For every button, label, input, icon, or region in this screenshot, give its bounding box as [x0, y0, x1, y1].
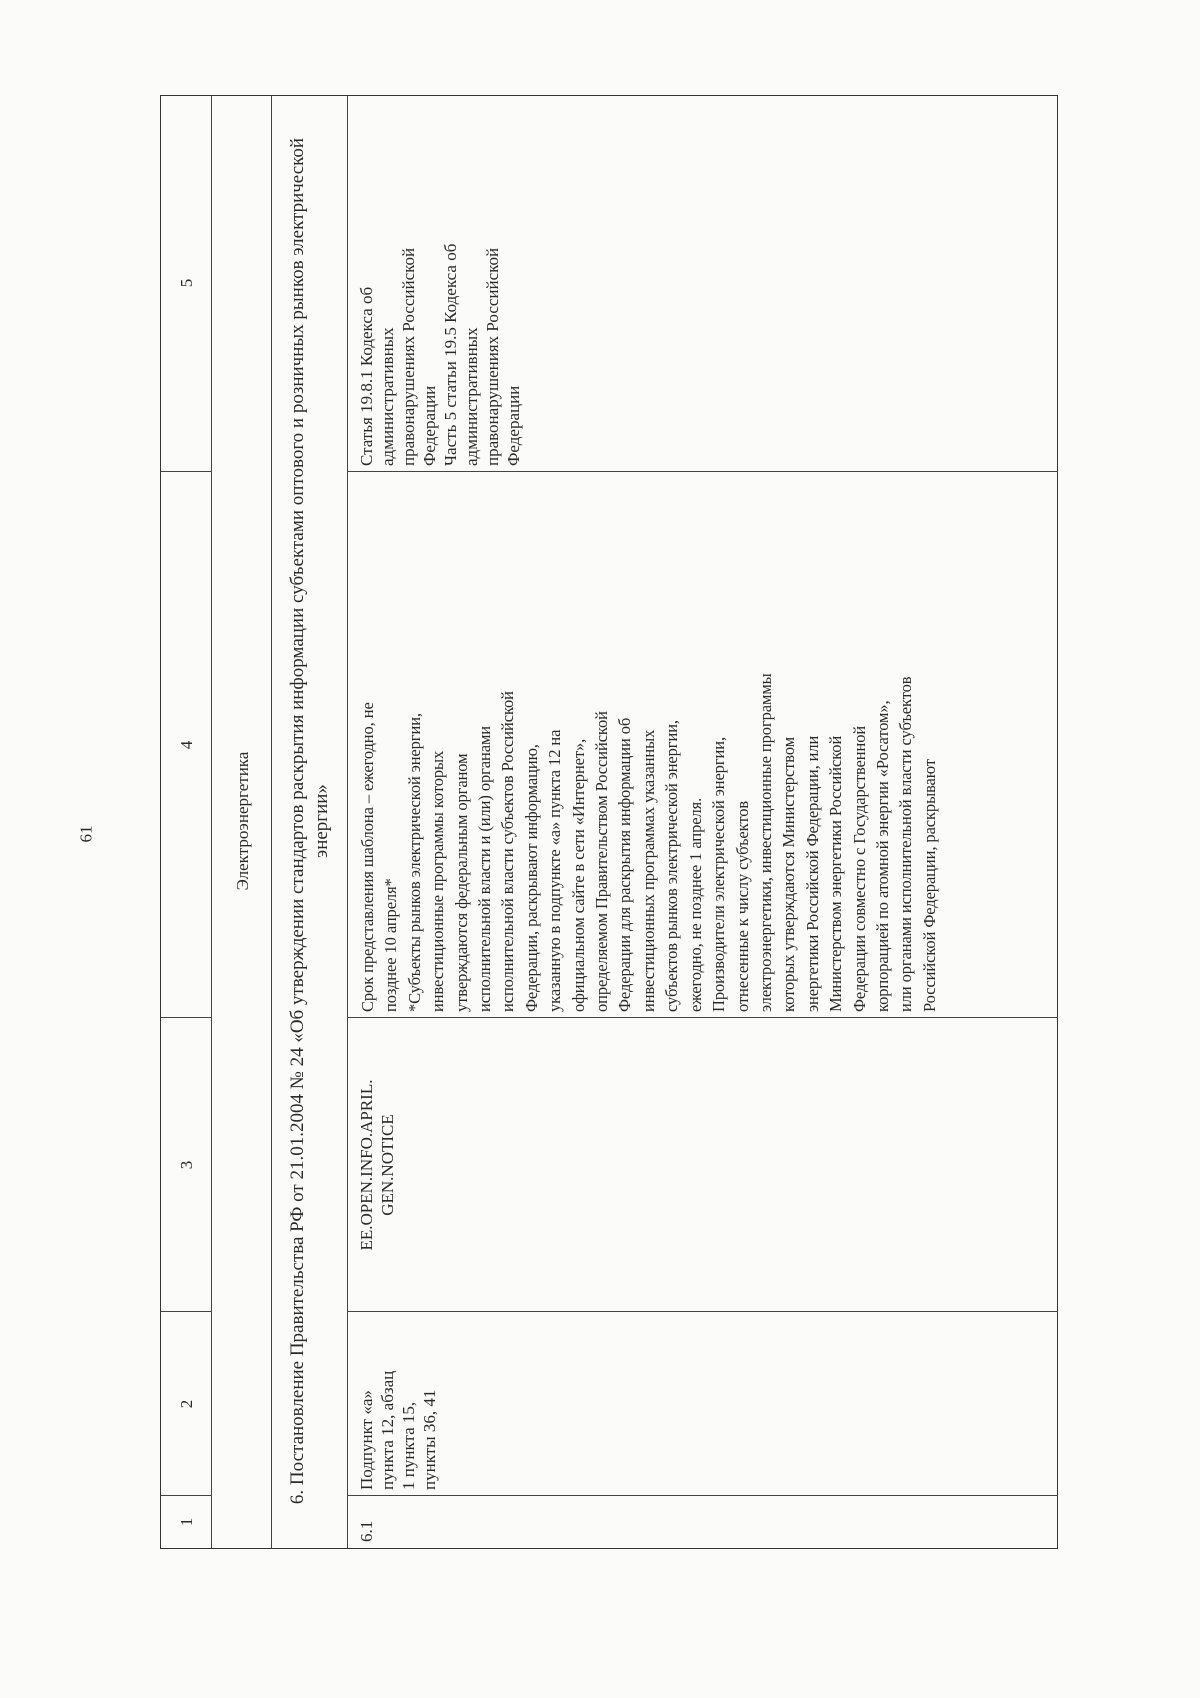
col-divider — [347, 1311, 1058, 1312]
page-number: 61 — [76, 825, 96, 843]
row-description: Срок представления шаблона – ежегодно, не позднее 10 апреля* *Субъекты рынков электрической энергии, инвестиционные программы которых утверждаются федеральным органом исполнительной власти и (или) органами исполнительной власти субъектов Российской Федерации, раскрывают информацию, указанную в подпункте «а» пункта 12 на официальном сайте в сети «Интернет», определяемом Правительством Российской Федерации для раскрытия информации об инвестиционных программах указанных субъектов рынков электрической энергии, ежегодно, не позднее 1 апреля. Производители электрической энергии, отнесенные к числу субъектов электроэнергетики, инвестиционные программы которых утверждаются Министерством энергетики Российской Федерации, или Министерством энергетики Российской Федерации совместно с Государственной корпорацией по атомной энергии «Росатом», или органами исполнительной власти субъектов Российской Федерации, раскрывают — [358, 673, 939, 1012]
row-liability: Статья 19.8.1 Кодекса об административных правонарушениях Российской Федерации Часть 5 статьи 19.5 Кодекса об административных правонарушениях Российской Федерации — [357, 243, 523, 466]
section-title: Электроэнергетика — [233, 751, 252, 891]
header-col-2: 2 — [177, 1399, 196, 1409]
rotated-table-frame — [160, 95, 1058, 1549]
col-divider — [347, 1495, 1058, 1496]
header-col-5: 5 — [177, 278, 196, 288]
row-number: 6.1 — [357, 1520, 376, 1542]
header-col-3: 3 — [177, 1160, 196, 1170]
subsection-title: 6. Постановление Правительства РФ от 21.01.2004 № 24 «Об утверждении стандартов раскрытия информации субъектами оптового и розничных рынков электрической энергии» — [287, 137, 332, 1505]
section-divider — [271, 96, 272, 1548]
header-col-4: 4 — [177, 740, 196, 750]
header-col-1: 1 — [177, 1517, 196, 1527]
header-divider — [211, 96, 212, 1548]
row-template-code: EE.OPEN.INFO.APRIL. GEN.NOTICE — [357, 1079, 397, 1251]
subsection-divider — [347, 96, 348, 1548]
row-reference: Подпункт «а» пункта 12, абзац 1 пункта 15, пункты 36, 41 — [357, 1370, 439, 1490]
document-table — [160, 95, 1058, 1549]
